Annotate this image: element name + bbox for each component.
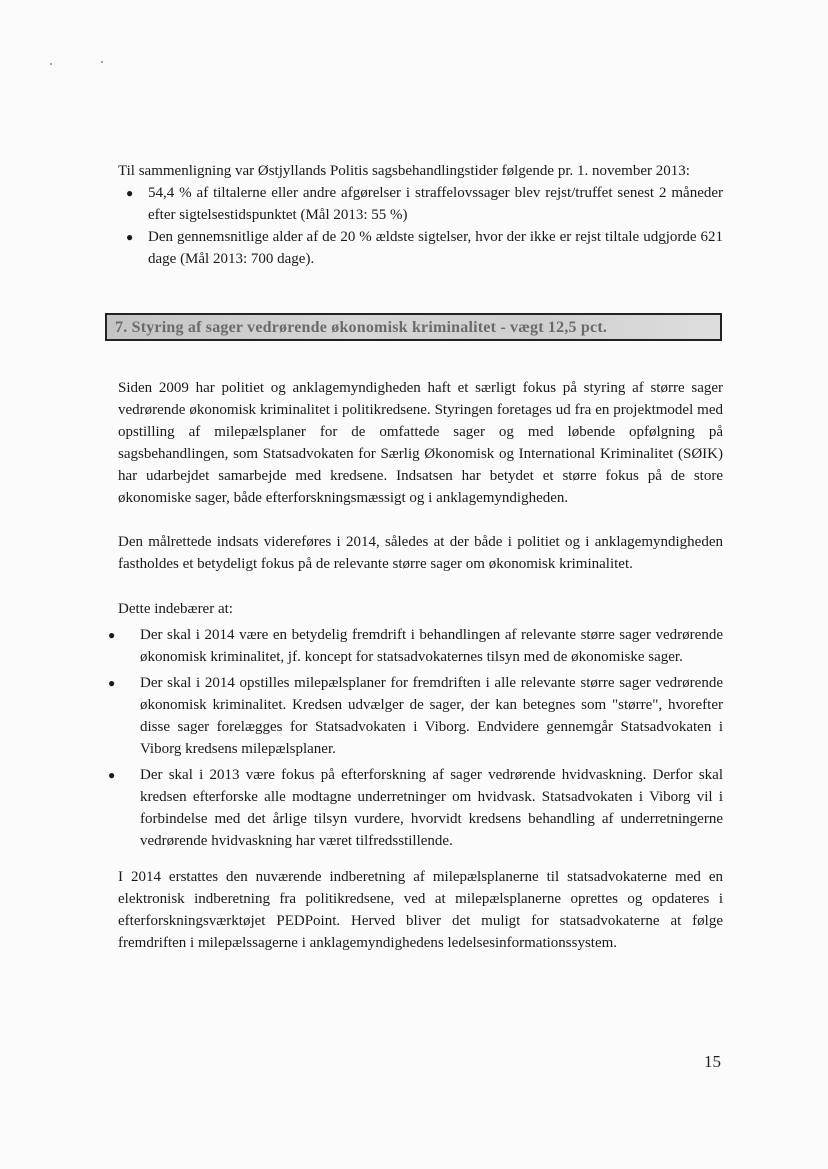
intro-bullet-list: [118, 182, 723, 270]
list-item: [126, 226, 723, 270]
paragraph-text: I 2014 erstattes den nuværende indberetning af milepælsplanerne til statsadvokaterne med en elektronisk indberetning fra politikredsene, ved at milepælsplanerne oprettes og opdateres i efterforskningsværktøjet PEDPoint. Herved bliver det muligt for statsadvokaterne at følge fremdriften i milepælssagerne i anklagemyndighedens ledelsesinformationssystem.: [118, 869, 723, 951]
list-item: [108, 624, 723, 668]
scan-speck: [50, 63, 52, 65]
intro-bullet-2: Den gennemsnitlige alder af de 20 % ældste sigtelser, hvor der ikke er rejst tiltale udgjorde 621 dage (Mål 2013: 700 dage).: [148, 229, 723, 267]
requirements-bullet-list: [108, 624, 723, 852]
section-heading: 7. Styring af sager vedrørende økonomisk kriminalitet - vægt 12,5 pct.: [115, 319, 608, 336]
scan-speck: [101, 61, 103, 63]
requirement-bullet-2: Der skal i 2014 opstilles milepælsplaner for fremdriften i alle relevante større sager vedrørende økonomisk kriminalitet. Kredsen udvælger de sager, der kan betegnes som "større", hvorefter disse sager forelægges for Statsadvokaten i Viborg. Endvidere gennemgår Statsadvokaten i Viborg kredsens milepælsplaner.: [140, 675, 723, 757]
bullet-icon: ●: [108, 768, 116, 782]
list-item: [126, 182, 723, 226]
page-number: 15: [704, 1052, 721, 1071]
list-item: [108, 672, 723, 760]
requirement-bullet-3: Der skal i 2013 være fokus på efterforskning af sager vedrørende hvidvaskning. Derfor skal kredsen efterforske alle modtagne underretninger om hvidvask. Statsadvokaten i Viborg vil i forbindelse med det årlige tilsyn vurdere, hvorvidt kredsens behandling af underretningerne vedrørende hvidvaskning har været tilfredsstillende.: [140, 767, 723, 849]
paragraph-text: Den målrettede indsats videreføres i 2014, således at der både i politiet og i anklagemyndigheden fastholdes et betydeligt fokus på de relevante større sager om økonomisk kriminalitet.: [118, 534, 723, 572]
intro-section: [118, 160, 723, 270]
requirement-bullet-1: Der skal i 2014 være en betydelig fremdrift i behandlingen af relevante større sager vedrørende økonomisk kriminalitet, jf. koncept for statsadvokaternes tilsyn med de økonomiske sager.: [140, 627, 723, 665]
intro-lead: Til sammenligning var Østjyllands Politis sagsbehandlingstider følgende pr. 1. november 2013:: [118, 163, 690, 179]
paragraph-text: Siden 2009 har politiet og anklagemyndigheden haft et særligt fokus på styring af større sager vedrørende økonomisk kriminalitet i politikredsene. Styringen foretages ud fra en projektmodel med opstilling af milepælsplaner for de omfattede sager og med løbende opfølgning på sagsbehandlingen, som Statsadvokaten for Særlig Økonomisk og International Kriminalitet (SØIK) har udarbejdet samarbejde med kredsene. Indsatsen har betydet et større fokus på de store økonomiske sager, både efterforskningsmæssigt og i anklagemyndigheden.: [118, 380, 723, 506]
bullet-icon: ●: [108, 628, 116, 642]
body-paragraph-1: [118, 377, 723, 509]
list-item: [108, 764, 723, 852]
body-paragraph-2: [118, 531, 723, 575]
requirements-section: [108, 598, 723, 852]
intro-bullet-1: 54,4 % af tiltalerne eller andre afgørelser i straffelovssager blev rejst/truffet senest 2 måneder efter sigtelsestidspunktet (Mål 2013: 55 %): [148, 185, 723, 223]
list-intro: Dette indebærer at:: [118, 601, 233, 617]
bullet-icon: ●: [126, 230, 134, 244]
section-heading-banner: [105, 313, 722, 341]
bullet-icon: ●: [108, 676, 116, 690]
bullet-icon: ●: [126, 186, 134, 200]
body-paragraph-3: [118, 866, 723, 954]
